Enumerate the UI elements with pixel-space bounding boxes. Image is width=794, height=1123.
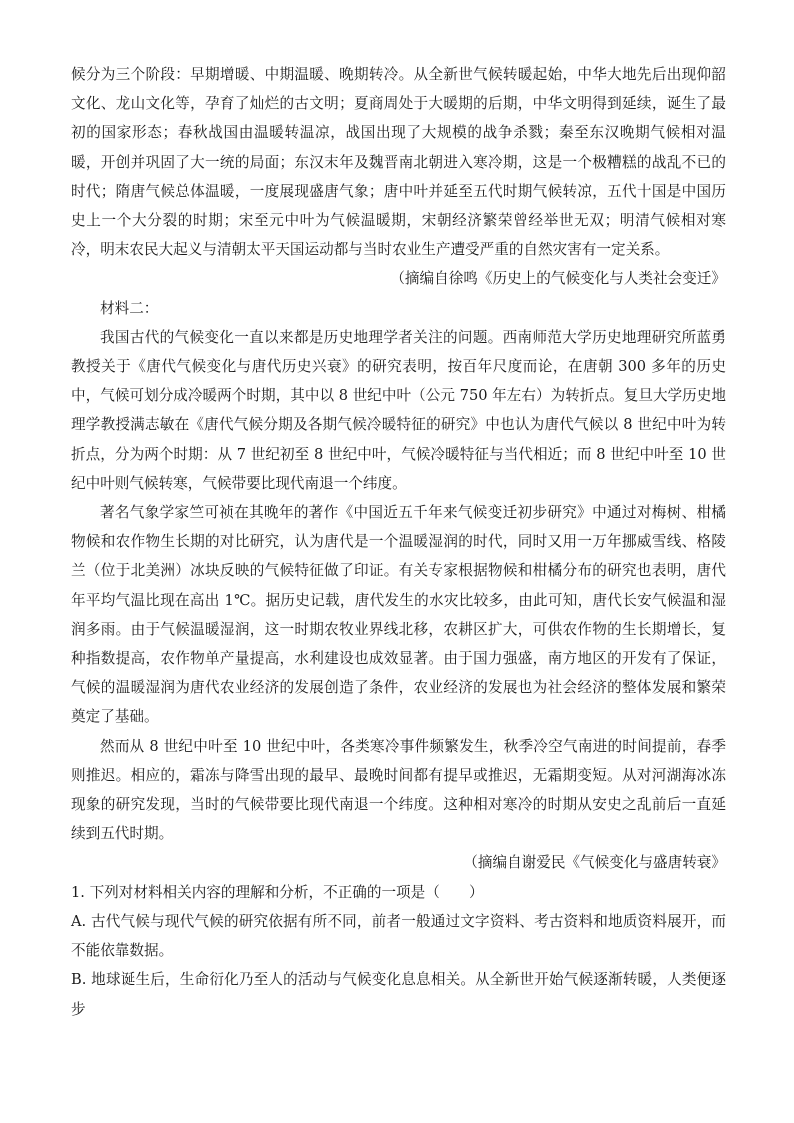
material2-paragraph-3: 然而从 8 世纪中叶至 10 世纪中叶，各类寒冷事件频繁发生，秋季冷空气南进的时间提前，春季则推迟。相应的，霜冻与降雪出现的最早、最晚时间都有提早或推迟，无霜期变短。从对河湖海冰冻现象的研究发现，当时的气候带要比现代南退一个纬度。这种相对寒冷的时期从安史之乱前后一直延续到五代时期。 bbox=[71, 737, 726, 843]
question1-option-a: A. 古代气候与现代气候的研究依据有所不同，前者一般通过文字资料、考古资料和地质资料展开，而不能依靠数据。 bbox=[71, 912, 726, 960]
material2-paragraph-1: 我国古代的气候变化一直以来都是历史地理学者关注的问题。西南师范大学历史地理研究所蓝勇教授关于《唐代气候变化与唐代历史兴衰》的研究表明，按百年尺度而论，在唐朝 300 多年的历史中，气候可划分成冷暖两个时期，其中以 8 世纪中叶（公元 750 年左右）为转折点。复旦大学历史地理学教授满志敏在《唐代气候分期及各期气候冷暖特征的研究》中也认为唐代气候以 8 世纪中叶为转折点，分为两个时期：从 7 世纪初至 8 世纪中叶，气候冷暖特征与当代相近；而 8 世纪中叶至 10 世纪中叶则气候转寒，气候带要比现代南退一个纬度。 bbox=[71, 328, 726, 492]
material2-source: （摘编自谢爱民《气候变化与盛唐转衰》 bbox=[463, 854, 726, 872]
question1-stem: 1. 下列对材料相关内容的理解和分析，不正确的一项是（ ） bbox=[71, 883, 484, 901]
material2-paragraph-2: 著名气象学家竺可祯在其晚年的著作《中国近五千年来气候变迁初步研究》中通过对梅树、柑橘物候和农作物生长期的对比研究，认为唐代是一个温暖湿润的时代，同时又用一万年挪威雪线、格陵兰（位于北美洲）冰块反映的气候特征做了印证。有关专家根据物候和柑橘分布的研究也表明，唐代年平均气温比现在高出 1℃。据历史记载，唐代发生的水灾比较多，由此可知，唐代长安气候温和湿润多雨。由于气候温暖湿润，这一时期农牧业界线北移，农耕区扩大，可供农作物的生长期增长，复种指数提高，农作物单产量提高，水利建设也成效显著。由于国力强盛，南方地区的开发有了保证，气候的温暖湿润为唐代农业经济的发展创造了条件，农业经济的发展也为社会经济的整体发展和繁荣奠定了基础。 bbox=[71, 504, 726, 726]
material2-heading: 材料二： bbox=[100, 299, 159, 317]
question1-option-b: B. 地球诞生后，生命衍化乃至人的活动与气候变化息息相关。从全新世开始气候逐渐转暖，人类便逐步 bbox=[71, 971, 726, 1018]
material1-paragraph: 候分为三个阶段：早期增暖、中期温暖、晚期转冷。从全新世气候转暖起始，中华大地先后出现仰韶文化、龙山文化等，孕育了灿烂的古文明；夏商周处于大暖期的后期，中华文明得到延续，诞生了最初的国家形态；春秋战国由温暖转温凉，战国出现了大规模的战争杀戮；秦至东汉晚期气候相对温暖，开创并巩固了大一统的局面；东汉末年及魏晋南北朝进入寒冷期，这是一个极糟糕的战乱不已的时代；隋唐气候总体温暖，一度展现盛唐气象；唐中叶并延至五代时期气候转凉，五代十国是中国历史上一个大分裂的时期；宋至元中叶为气候温暖期，宋朝经济繁荣曾经举世无双；明清气候相对寒冷，明末农民大起义与清朝太平天国运动都与当时农业生产遭受严重的自然灾害有一定关系。 bbox=[71, 66, 726, 259]
document-page bbox=[71, 60, 726, 1024]
material1-source: （摘编自徐鸣《历史上的气候变化与人类社会变迁》 bbox=[390, 270, 726, 288]
